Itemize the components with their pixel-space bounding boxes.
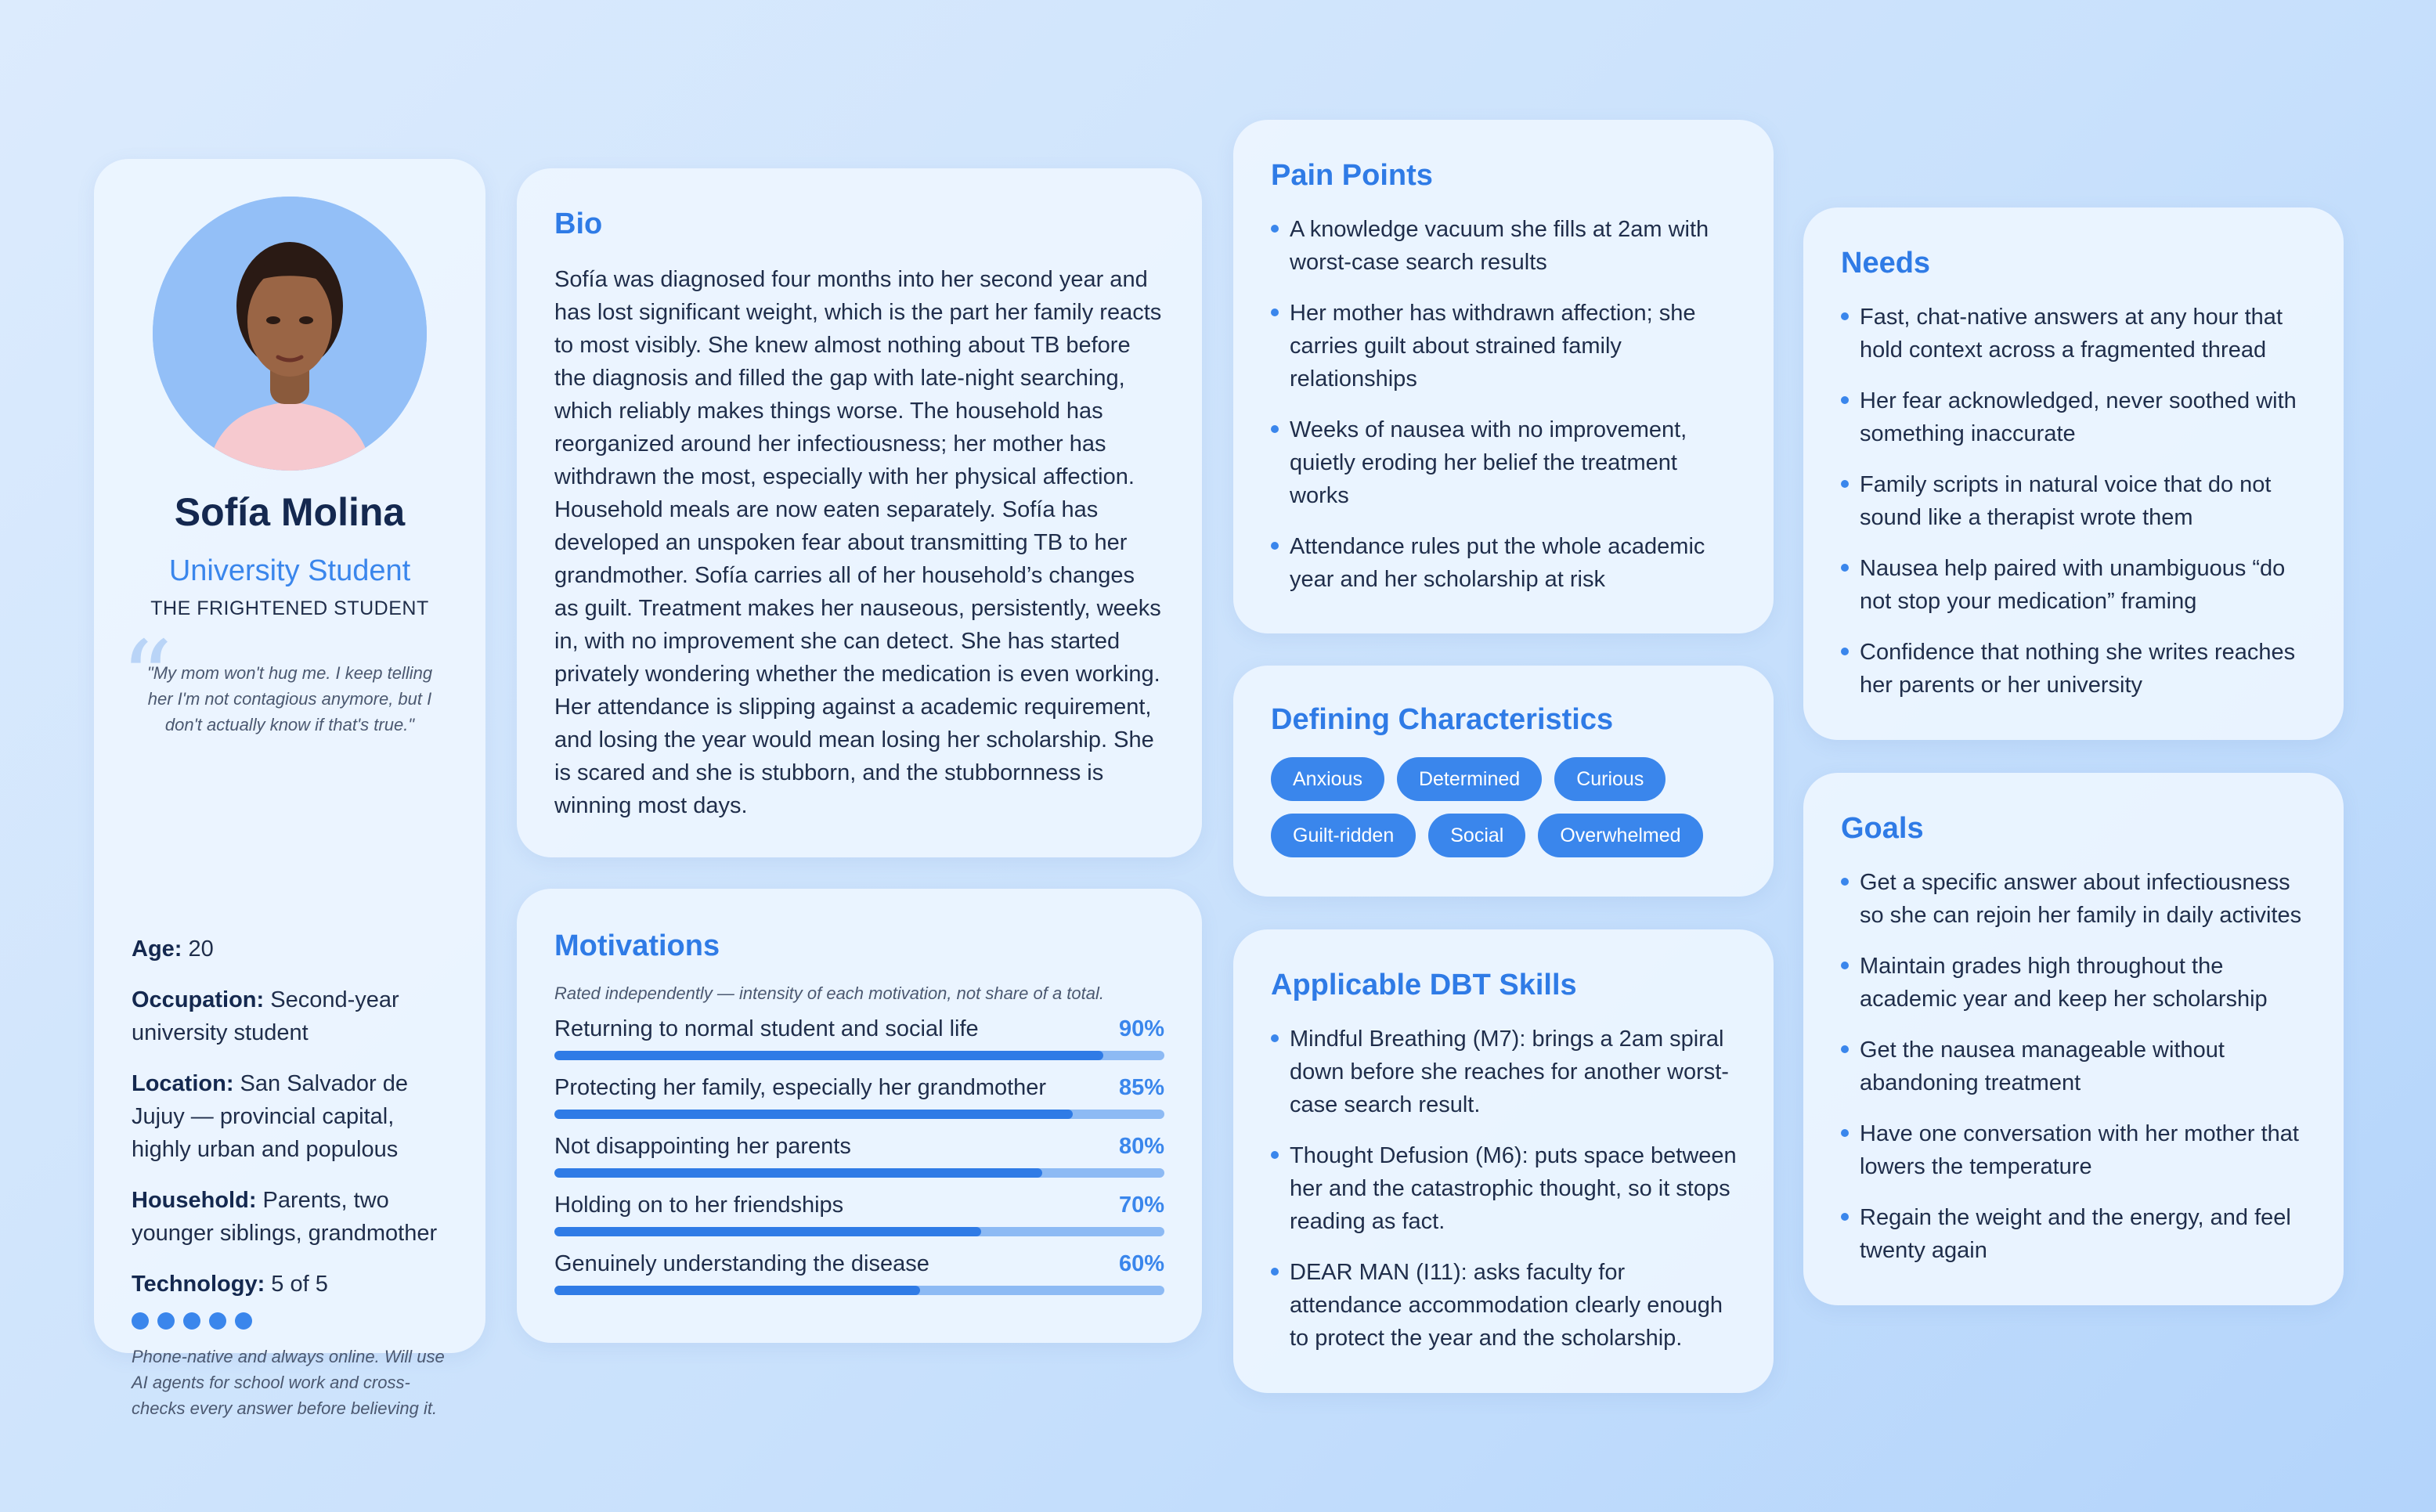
fact-age bbox=[132, 933, 454, 965]
fact-label: Location: bbox=[132, 1071, 234, 1096]
technology-rating bbox=[132, 1312, 454, 1330]
trait-chip: Social bbox=[1428, 814, 1525, 857]
needs-list bbox=[1841, 301, 2308, 702]
bio-title: Bio bbox=[554, 207, 603, 240]
list-item: Mindful Breathing (M7): brings a 2am spiral down before she reaches for another worst-case search result. bbox=[1271, 1023, 1738, 1121]
pain-points-title: Pain Points bbox=[1271, 159, 1433, 192]
avatar bbox=[153, 197, 427, 471]
motivation-bar-track bbox=[554, 1286, 1164, 1295]
list-item: DEAR MAN (I11): asks faculty for attendance accommodation clearly enough to protect the year and the scholarship. bbox=[1271, 1256, 1738, 1355]
fact-label: Technology: bbox=[132, 1272, 265, 1297]
list-item: Family scripts in natural voice that do not sound like a therapist wrote them bbox=[1841, 468, 2308, 534]
trait-chip: Guilt-ridden bbox=[1271, 814, 1416, 857]
needs-title: Needs bbox=[1841, 247, 1931, 280]
motivation-row bbox=[554, 1016, 1164, 1075]
profile-card bbox=[94, 159, 485, 1418]
dbt-skills-list bbox=[1271, 1023, 1738, 1355]
list-item: Get a specific answer about infectiousness so she can rejoin her family in daily activites bbox=[1841, 866, 2308, 932]
fact-technology bbox=[132, 1268, 454, 1301]
fact-location bbox=[132, 1067, 454, 1166]
motivation-row bbox=[554, 1075, 1164, 1134]
motivation-percent: 85% bbox=[1118, 1075, 1164, 1100]
motivation-label: Protecting her family, especially her grandmother bbox=[554, 1075, 1047, 1100]
list-item: Have one conversation with her mother that lowers the temperature bbox=[1841, 1117, 2308, 1183]
motivations-title: Motivations bbox=[554, 929, 720, 962]
fact-label: Occupation: bbox=[132, 987, 265, 1012]
motivations-note: Rated independently — intensity of each motivation, not share of a total. bbox=[554, 983, 1104, 1003]
motivation-label: Returning to normal student and social life bbox=[554, 1016, 979, 1041]
motivation-bar-fill bbox=[554, 1051, 1103, 1060]
fact-household bbox=[132, 1184, 454, 1250]
persona-archetype: THE FRIGHTENED STUDENT bbox=[150, 597, 429, 619]
dbt-skills-card bbox=[1233, 929, 1774, 1393]
quote-icon: “ bbox=[121, 619, 173, 738]
trait-chip: Determined bbox=[1397, 757, 1542, 801]
list-item: Confidence that nothing she writes reaches her parents or her university bbox=[1841, 636, 2308, 702]
list-item: Attendance rules put the whole academic year and her scholarship at risk bbox=[1271, 530, 1738, 596]
avatar-portrait bbox=[153, 197, 427, 471]
fact-value: Parents, two younger siblings, grandmother bbox=[132, 1188, 438, 1246]
motivation-percent: 90% bbox=[1118, 1016, 1164, 1041]
list-item: Regain the weight and the energy, and feel twenty again bbox=[1841, 1201, 2308, 1267]
pain-points-list bbox=[1271, 213, 1738, 596]
rating-dot bbox=[209, 1312, 226, 1330]
rating-dot bbox=[235, 1312, 252, 1330]
persona-role: University Student bbox=[168, 554, 411, 587]
list-item: Get the nausea manageable without abandoning treatment bbox=[1841, 1034, 2308, 1099]
goals-list bbox=[1841, 866, 2308, 1267]
characteristics-title: Defining Characteristics bbox=[1271, 703, 1614, 736]
motivation-percent: 70% bbox=[1118, 1193, 1164, 1218]
persona-quote: "My mom won't hug me. I keep telling her I'm not contagious anymore, but I don't actually know if that's true." bbox=[146, 663, 433, 734]
fact-label: Age: bbox=[132, 936, 182, 962]
motivations-list bbox=[554, 1016, 1164, 1310]
pain-points-card bbox=[1233, 120, 1774, 633]
motivation-bar-fill bbox=[554, 1286, 920, 1295]
bio-text: Sofía was diagnosed four months into her second year and has lost significant weight, which is the part her family reacts to most visibly. She knew almost nothing about TB before the diagnosis and filled the gap with late-night searching, which reliably makes things worse. The household has reorganized around her infectiousness; her mother has withdrawn the most, especially with her physical affection. Household meals are now eaten separately. Sofía has developed an unspoken fear about transmitting TB to her grandmother. Sofía carries all of her household’s changes as guilt. Treatment makes her nauseous, persistently, weeks in, with no improvement she can detect. She has started privately wondering whether the medication is even working. Her attendance is slipping against a academic requirement, and losing the year would mean losing her scholarship. She is scared and she is stubborn, and the stubbornness is winning most days. bbox=[554, 267, 1162, 818]
motivation-bar-track bbox=[554, 1227, 1164, 1236]
motivation-row bbox=[554, 1193, 1164, 1251]
fact-value: San Salvador de Jujuy — provincial capital, highly urban and populous bbox=[132, 1071, 408, 1162]
rating-dot bbox=[132, 1312, 149, 1330]
list-item: Her fear acknowledged, never soothed with something inaccurate bbox=[1841, 384, 2308, 450]
motivation-bar-fill bbox=[554, 1168, 1042, 1178]
motivation-percent: 60% bbox=[1118, 1251, 1164, 1276]
motivation-row bbox=[554, 1134, 1164, 1193]
goals-title: Goals bbox=[1841, 812, 1924, 845]
persona-facts bbox=[132, 933, 454, 1421]
list-item: Maintain grades high throughout the academic year and keep her scholarship bbox=[1841, 950, 2308, 1016]
fact-value: Second-year university student bbox=[132, 987, 399, 1045]
trait-chip: Overwhelmed bbox=[1538, 814, 1702, 857]
motivation-row bbox=[554, 1251, 1164, 1310]
characteristics-chips bbox=[1271, 757, 1741, 857]
motivation-label: Genuinely understanding the disease bbox=[554, 1251, 929, 1276]
rating-dot bbox=[157, 1312, 175, 1330]
motivation-bar-fill bbox=[554, 1227, 981, 1236]
goals-card bbox=[1803, 773, 2344, 1305]
fact-occupation bbox=[132, 983, 454, 1049]
trait-chip: Curious bbox=[1554, 757, 1666, 801]
list-item: Her mother has withdrawn affection; she carries guilt about strained family relationships bbox=[1271, 297, 1738, 395]
fact-value: 20 bbox=[182, 936, 214, 962]
motivation-bar-track bbox=[554, 1051, 1164, 1060]
dbt-skills-title: Applicable DBT Skills bbox=[1271, 969, 1577, 1001]
rating-dot bbox=[183, 1312, 200, 1330]
list-item: Thought Defusion (M6): puts space between her and the catastrophic thought, so it stops reading as fact. bbox=[1271, 1139, 1738, 1238]
characteristics-card bbox=[1233, 666, 1774, 897]
motivation-label: Not disappointing her parents bbox=[554, 1134, 851, 1159]
motivation-bar-fill bbox=[554, 1110, 1073, 1119]
needs-card bbox=[1803, 207, 2344, 740]
fact-value: 5 of 5 bbox=[265, 1272, 328, 1297]
list-item: Fast, chat-native answers at any hour that hold context across a fragmented thread bbox=[1841, 301, 2308, 366]
persona-name: Sofía Molina bbox=[174, 490, 406, 534]
list-item: Weeks of nausea with no improvement, quietly eroding her belief the treatment works bbox=[1271, 413, 1738, 512]
trait-chip: Anxious bbox=[1271, 757, 1384, 801]
technology-note: Phone-native and always online. Will use AI agents for school work and cross-checks every answer before believing it. bbox=[132, 1347, 445, 1418]
motivation-label: Holding on to her friendships bbox=[554, 1193, 844, 1218]
motivation-bar-track bbox=[554, 1110, 1164, 1119]
motivation-bar-track bbox=[554, 1168, 1164, 1178]
list-item: A knowledge vacuum she fills at 2am with worst-case search results bbox=[1271, 213, 1738, 279]
motivation-percent: 80% bbox=[1118, 1134, 1164, 1159]
fact-label: Household: bbox=[132, 1188, 257, 1213]
list-item: Nausea help paired with unambiguous “do not stop your medication” framing bbox=[1841, 552, 2308, 618]
bio-card bbox=[517, 168, 1202, 857]
motivations-card bbox=[517, 889, 1202, 1343]
